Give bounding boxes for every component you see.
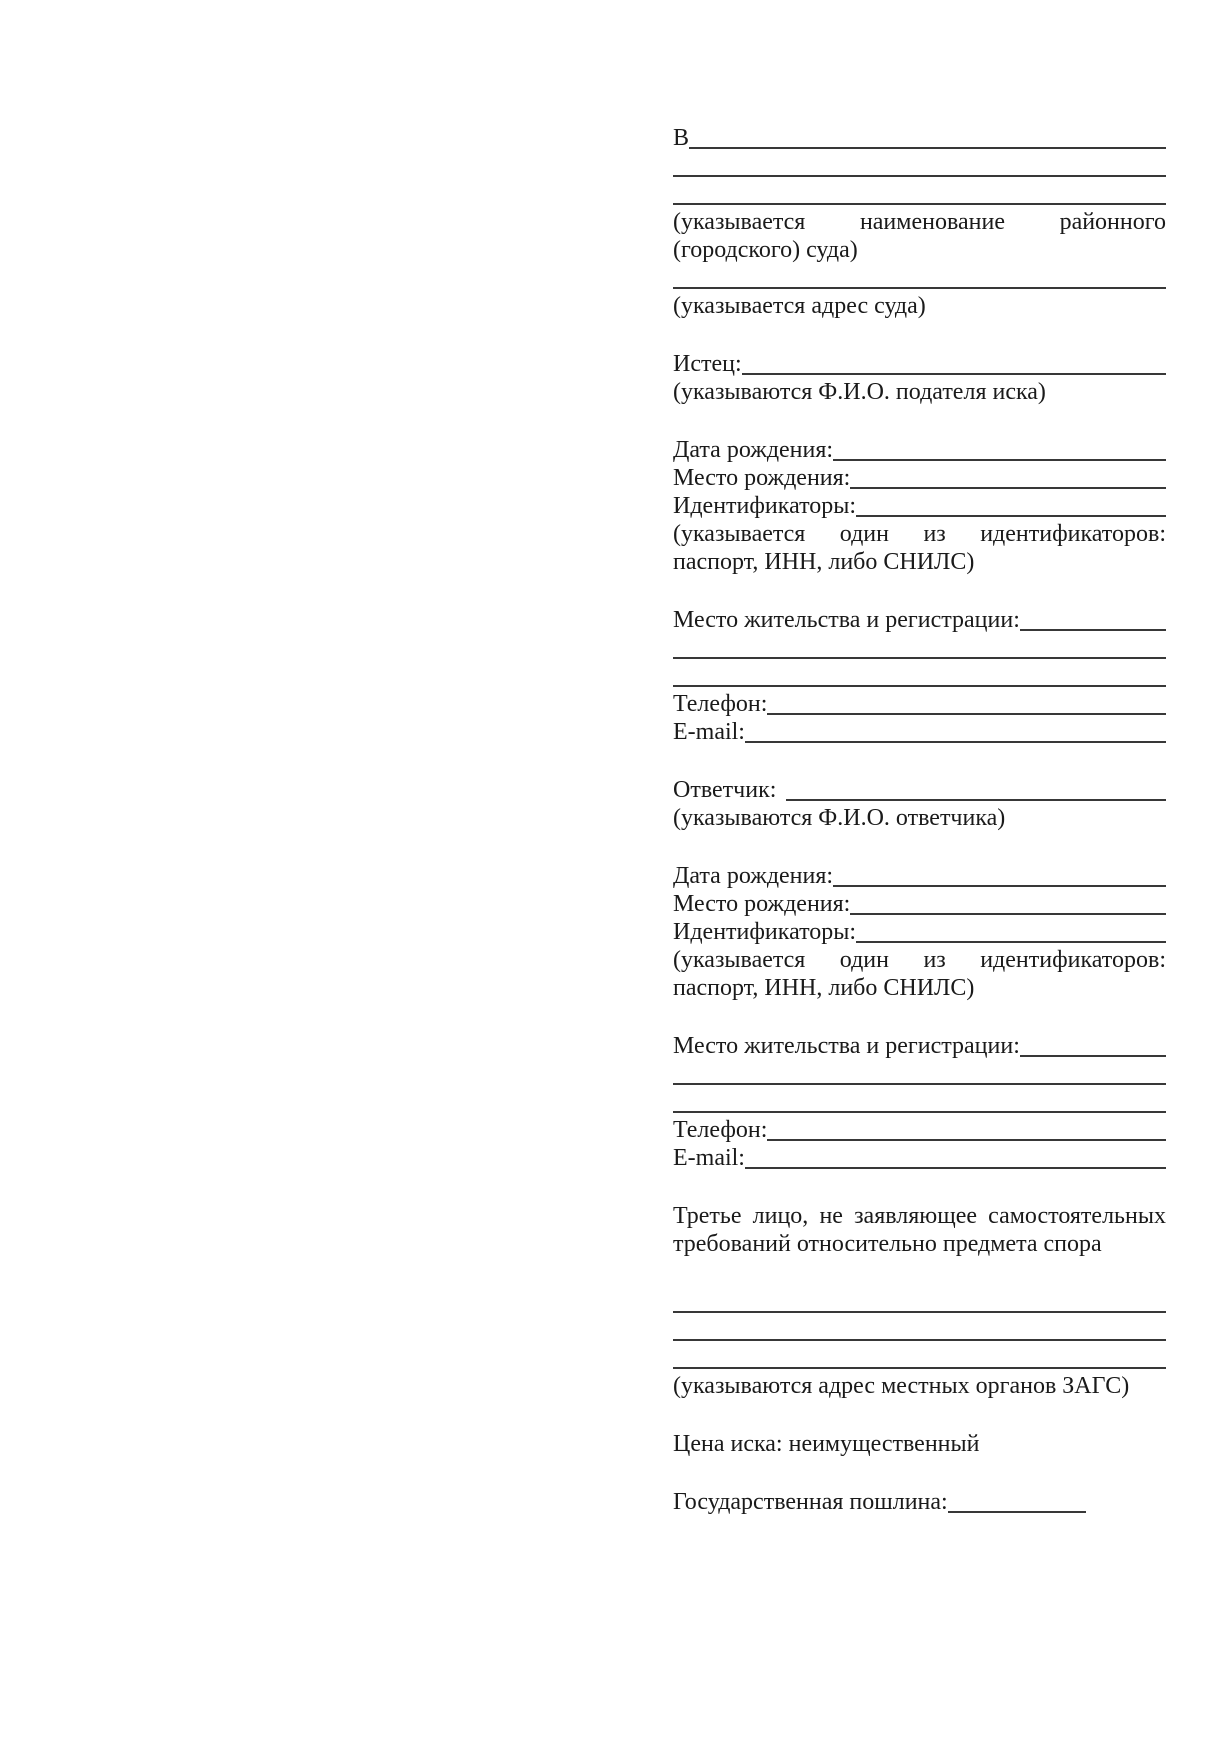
defendant-email-field-label: E-mail: [673, 1145, 745, 1171]
spacer [673, 1172, 1166, 1202]
court-name-field [673, 124, 1166, 152]
defendant-birth-date-field-blank[interactable] [833, 862, 1166, 887]
court-address-rule [673, 264, 1166, 292]
plaintiff-residence-rule-2-blank[interactable] [673, 634, 1166, 659]
plaintiff-email-field [673, 718, 1166, 746]
defendant-birth-date-field [673, 862, 1166, 890]
defendant-identifiers-hint-line-1 [673, 946, 1166, 974]
defendant-phone-field-label: Телефон: [673, 1117, 768, 1143]
defendant-birth-date-field-label: Дата рождения: [673, 863, 834, 889]
defendant-phone-field-blank[interactable] [767, 1116, 1166, 1141]
third-party-address-rule-2-blank[interactable] [673, 1316, 1166, 1341]
defendant-identifiers-hint-line-2: паспорт, ИНН, либо СНИЛС) [673, 975, 975, 1001]
plaintiff-residence-rule-2 [673, 634, 1166, 662]
plaintiff-residence-field-label: Место жительства и регистрации: [673, 607, 1020, 633]
plaintiff-residence-rule-3-blank[interactable] [673, 662, 1166, 687]
third-party-text-line-1 [673, 1202, 1166, 1230]
plaintiff-identifiers-field-label: Идентификаторы: [673, 493, 857, 519]
word: один [839, 947, 889, 973]
plaintiff-email-field-label: E-mail: [673, 719, 745, 745]
word: Третье [673, 1203, 742, 1229]
spacer [673, 1458, 1166, 1488]
defendant-name-field [673, 776, 1166, 804]
state-fee-field-blank[interactable] [948, 1488, 1086, 1513]
spacer [673, 746, 1166, 776]
court-name-rule-3 [673, 180, 1166, 208]
spacer [673, 1258, 1166, 1288]
defendant-residence-field-blank[interactable] [1020, 1032, 1166, 1057]
state-fee-field-label: Государственная пошлина: [673, 1489, 948, 1515]
court-name-rule-3-blank[interactable] [673, 180, 1166, 205]
word: (указывается [673, 521, 806, 547]
plaintiff-phone-field [673, 690, 1166, 718]
plaintiff-birth-place-field-blank[interactable] [850, 464, 1166, 489]
court-name-hint-line-1 [673, 208, 1166, 236]
defendant-birth-place-field-label: Место рождения: [673, 891, 851, 917]
word: идентификаторов: [980, 947, 1166, 973]
court-name-field-blank[interactable] [689, 124, 1166, 149]
word: заявляющее [854, 1203, 977, 1229]
spacer [673, 320, 1166, 350]
word: (указывается [673, 947, 806, 973]
third-party-text-line-2: требований относительно предмета спора [673, 1231, 1102, 1257]
word: не [819, 1203, 843, 1229]
defendant-residence-field-label: Место жительства и регистрации: [673, 1033, 1020, 1059]
plaintiff-name-hint: (указываются Ф.И.О. подателя иска) [673, 379, 1046, 405]
defendant-residence-rule-3 [673, 1088, 1166, 1116]
word: самостоятельных [988, 1203, 1166, 1229]
plaintiff-residence-field-blank[interactable] [1020, 606, 1166, 631]
court-name-rule-2-blank[interactable] [673, 152, 1166, 177]
third-party-address-rule-2 [673, 1316, 1166, 1344]
court-name-hint-line-2: (городского) суда) [673, 237, 858, 263]
third-party-address-rule-3 [673, 1344, 1166, 1372]
third-party-address-hint: (указываются адрес местных органов ЗАГС) [673, 1373, 1130, 1399]
spacer [673, 406, 1166, 436]
state-fee-field [673, 1488, 1166, 1516]
third-party-address-rule-1-blank[interactable] [673, 1288, 1166, 1313]
plaintiff-birth-date-field [673, 436, 1166, 464]
plaintiff-name-field-label: Истец: [673, 351, 742, 377]
spacer [673, 1002, 1166, 1032]
plaintiff-phone-field-label: Телефон: [673, 691, 768, 717]
plaintiff-name-field [673, 350, 1166, 378]
plaintiff-birth-date-field-label: Дата рождения: [673, 437, 834, 463]
defendant-identifiers-field [673, 918, 1166, 946]
third-party-address-rule-3-blank[interactable] [673, 1344, 1166, 1369]
plaintiff-name-field-blank[interactable] [742, 350, 1166, 375]
court-address-rule-blank[interactable] [673, 264, 1166, 289]
court-name-rule-2 [673, 152, 1166, 180]
spacer [673, 832, 1166, 862]
defendant-identifiers-field-label: Идентификаторы: [673, 919, 857, 945]
defendant-name-hint: (указываются Ф.И.О. ответчика) [673, 805, 1006, 831]
spacer [673, 576, 1166, 606]
defendant-residence-rule-3-blank[interactable] [673, 1088, 1166, 1113]
word: из [923, 521, 946, 547]
word: идентификаторов: [980, 521, 1166, 547]
defendant-identifiers-field-blank[interactable] [856, 918, 1166, 943]
defendant-birth-place-field [673, 890, 1166, 918]
word: один [839, 521, 889, 547]
document-block [673, 124, 1166, 1516]
plaintiff-birth-date-field-blank[interactable] [833, 436, 1166, 461]
defendant-name-field-label: Ответчик: [673, 777, 777, 803]
plaintiff-identifiers-hint-line-1 [673, 520, 1166, 548]
word: районного [1059, 209, 1166, 235]
spacer [673, 1400, 1166, 1430]
court-address-hint: (указывается адрес суда) [673, 293, 926, 319]
court-name-field-label: В [673, 125, 690, 151]
plaintiff-birth-place-field [673, 464, 1166, 492]
claim-price-line: Цена иска: неимущественный [673, 1431, 980, 1457]
word: (указывается [673, 209, 806, 235]
plaintiff-phone-field-blank[interactable] [767, 690, 1166, 715]
third-party-address-rule-1 [673, 1288, 1166, 1316]
defendant-email-field-blank[interactable] [745, 1144, 1166, 1169]
plaintiff-residence-rule-3 [673, 662, 1166, 690]
defendant-email-field [673, 1144, 1166, 1172]
plaintiff-identifiers-hint-line-2: паспорт, ИНН, либо СНИЛС) [673, 549, 975, 575]
plaintiff-residence-field [673, 606, 1166, 634]
defendant-residence-rule-2-blank[interactable] [673, 1060, 1166, 1085]
defendant-birth-place-field-blank[interactable] [850, 890, 1166, 915]
plaintiff-identifiers-field-blank[interactable] [856, 492, 1166, 517]
defendant-residence-field [673, 1032, 1166, 1060]
plaintiff-email-field-blank[interactable] [745, 718, 1166, 743]
word: из [923, 947, 946, 973]
word: наименование [859, 209, 1005, 235]
defendant-name-field-blank[interactable] [786, 776, 1166, 801]
word: лицо, [752, 1203, 809, 1229]
plaintiff-birth-place-field-label: Место рождения: [673, 465, 851, 491]
defendant-phone-field [673, 1116, 1166, 1144]
plaintiff-identifiers-field [673, 492, 1166, 520]
defendant-residence-rule-2 [673, 1060, 1166, 1088]
